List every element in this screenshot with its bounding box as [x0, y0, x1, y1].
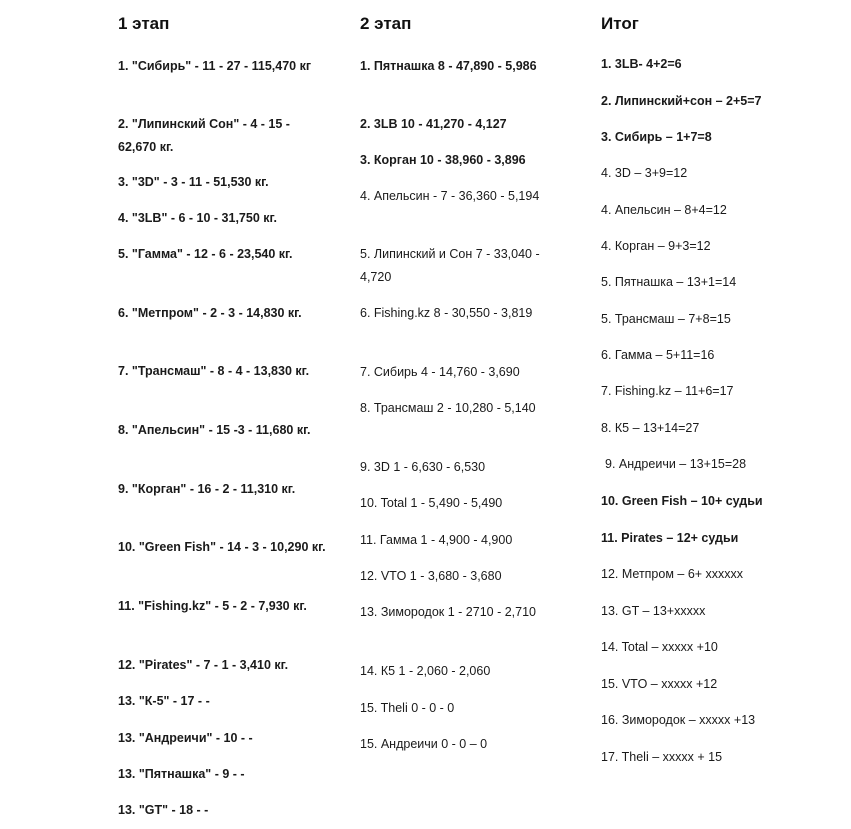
list-item: 7. "Трансмаш" - 8 - 4 - 13,830 кг.: [118, 364, 310, 378]
list-item: 17. Theli – xxxxx + 15: [601, 750, 723, 764]
list-item: 13. "Андреичи" - 10 - -: [118, 731, 253, 745]
list-item: 6. Fishing.kz 8 - 30,550 - 3,819: [360, 306, 533, 320]
list-item: 13. Зимородок 1 - 2710 - 2,710: [360, 605, 537, 619]
list-item: 12. Метпром – 6+ xxxxxx: [601, 567, 744, 581]
list-item: 4. 3D – 3+9=12: [601, 166, 688, 180]
list-item: 10. "Green Fish" - 14 - 3 - 10,290 кг.: [118, 540, 326, 554]
list-item: 1. 3LB- 4+2=6: [601, 57, 682, 71]
list-item: 11. Pirates – 12+ судьи: [601, 531, 739, 545]
list-item: 9. Андреичи – 13+15=28: [605, 457, 747, 471]
list-item: 8. Трансмаш 2 - 10,280 - 5,140: [360, 401, 536, 415]
list-item: 4. Корган – 9+3=12: [601, 239, 711, 253]
list-item: 12. VTO 1 - 3,680 - 3,680: [360, 569, 502, 583]
total-title: Итог: [601, 14, 639, 33]
list-item: 15. VTO – xxxxx +12: [601, 677, 718, 691]
list-item: 5. "Гамма" - 12 - 6 - 23,540 кг.: [118, 247, 293, 261]
list-item: 2. 3LB 10 - 41,270 - 4,127: [360, 117, 507, 131]
list-item: 6. Гамма – 5+11=16: [601, 348, 715, 362]
list-item: 4. Апельсин – 8+4=12: [601, 203, 727, 217]
list-item: 8. "Апельсин" - 15 -3 - 11,680 кг.: [118, 423, 311, 437]
list-item: 4. "3LB" - 6 - 10 - 31,750 кг.: [118, 211, 277, 225]
list-item: 2. Липинский+сон – 2+5=7: [601, 94, 762, 108]
list-item: 6. "Метпром" - 2 - 3 - 14,830 кг.: [118, 306, 302, 320]
list-item: 3. "3D" - 3 - 11 - 51,530 кг.: [118, 175, 269, 189]
list-item: 15. Theli 0 - 0 - 0: [360, 701, 455, 715]
list-item: 5. Липинский и Сон 7 - 33,040 - 4,720: [360, 247, 540, 284]
stage2-title: 2 этап: [360, 14, 412, 33]
list-item: 10. Green Fish – 10+ судьи: [601, 494, 763, 508]
list-item: 2. "Липинский Сон" - 4 - 15 - 62,670 кг.: [118, 117, 290, 154]
list-item: 15. Андреичи 0 - 0 – 0: [360, 737, 488, 751]
list-item: 8. К5 – 13+14=27: [601, 421, 700, 435]
list-item: 11. Гамма 1 - 4,900 - 4,900: [360, 533, 513, 547]
list-item: 5. Трансмаш – 7+8=15: [601, 312, 731, 326]
list-item: 12. "Pirates" - 7 - 1 - 3,410 кг.: [118, 658, 289, 672]
list-item: 1. Пятнашка 8 - 47,890 - 5,986: [360, 59, 537, 73]
list-item: 14. К5 1 - 2,060 - 2,060: [360, 664, 491, 678]
list-item: 3. Корган 10 - 38,960 - 3,896: [360, 153, 526, 167]
list-item: 11. "Fishing.kz" - 5 - 2 - 7,930 кг.: [118, 599, 307, 613]
list-item: 9. 3D 1 - 6,630 - 6,530: [360, 460, 486, 474]
list-item: 5. Пятнашка – 13+1=14: [601, 275, 737, 289]
list-item: 13. "Пятнашка" - 9 - -: [118, 767, 245, 781]
list-item: 3. Сибирь – 1+7=8: [601, 130, 712, 144]
list-item: 16. Зимородок – xxxxx +13: [601, 713, 756, 727]
list-item: 14. Total – xxxxx +10: [601, 640, 718, 654]
stage1-title: 1 этап: [118, 14, 170, 33]
list-item: 1. "Сибирь" - 11 - 27 - 115,470 кг: [118, 59, 312, 73]
list-item: 13. "GT" - 18 - -: [118, 803, 209, 817]
list-item: 10. Total 1 - 5,490 - 5,490: [360, 496, 503, 510]
list-item: 7. Fishing.kz – 11+6=17: [601, 384, 734, 398]
list-item: 13. "К-5" - 17 - -: [118, 694, 210, 708]
list-item: 13. GT – 13+xxxxx: [601, 604, 706, 618]
list-item: 9. "Корган" - 16 - 2 - 11,310 кг.: [118, 482, 296, 496]
list-item: 7. Сибирь 4 - 14,760 - 3,690: [360, 365, 520, 379]
list-item: 4. Апельсин - 7 - 36,360 - 5,194: [360, 189, 540, 203]
